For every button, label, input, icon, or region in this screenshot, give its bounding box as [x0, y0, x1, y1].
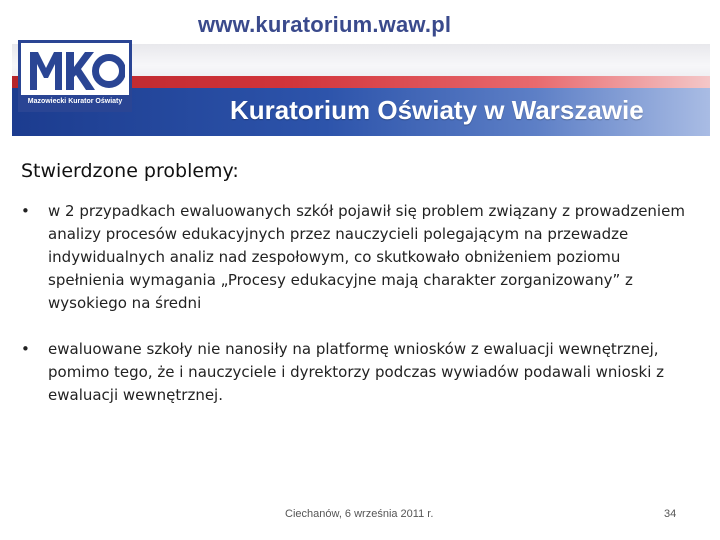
list-item-text: ewaluowane szkoły nie nanosiły na platformę wniosków z ewaluacji wewnętrznej, pomimo tego, że i nauczyciele i dyrektorzy podczas wywiadów podawali wnioski z ewaluacji wewnętrznej. — [48, 340, 665, 404]
header-banner — [0, 0, 720, 145]
website-url: www.kuratorium.waw.pl — [198, 12, 452, 37]
page-number: 34 — [664, 508, 677, 520]
bullet-icon: • — [21, 202, 30, 220]
bullet-icon: • — [21, 340, 30, 358]
logo-caption: Mazowiecki Kurator Oświaty — [21, 95, 129, 109]
footer-place-date: Ciechanów, 6 września 2011 r. — [285, 508, 434, 520]
slide-heading: Stwierdzone problemy: — [21, 160, 239, 182]
problem-list — [21, 200, 691, 407]
mko-logo — [18, 40, 132, 112]
list-item — [21, 200, 691, 315]
list-item — [21, 338, 691, 407]
mko-logo-icon — [27, 48, 125, 92]
list-item-text: w 2 przypadkach ewaluowanych szkół pojawił się problem związany z prowadzeniem analizy procesów edukacyjnych przez nauczycieli polegającym na przewadze indywidualnych analiz nad zespołowym, co skutkowało obniżeniem poziomu spełnienia wymagania „Procesy edukacyjne mają charakter zorganizowany” z wysokiego na średni — [48, 202, 685, 312]
banner-title: Kuratorium Oświaty w Warszawie — [230, 95, 644, 125]
